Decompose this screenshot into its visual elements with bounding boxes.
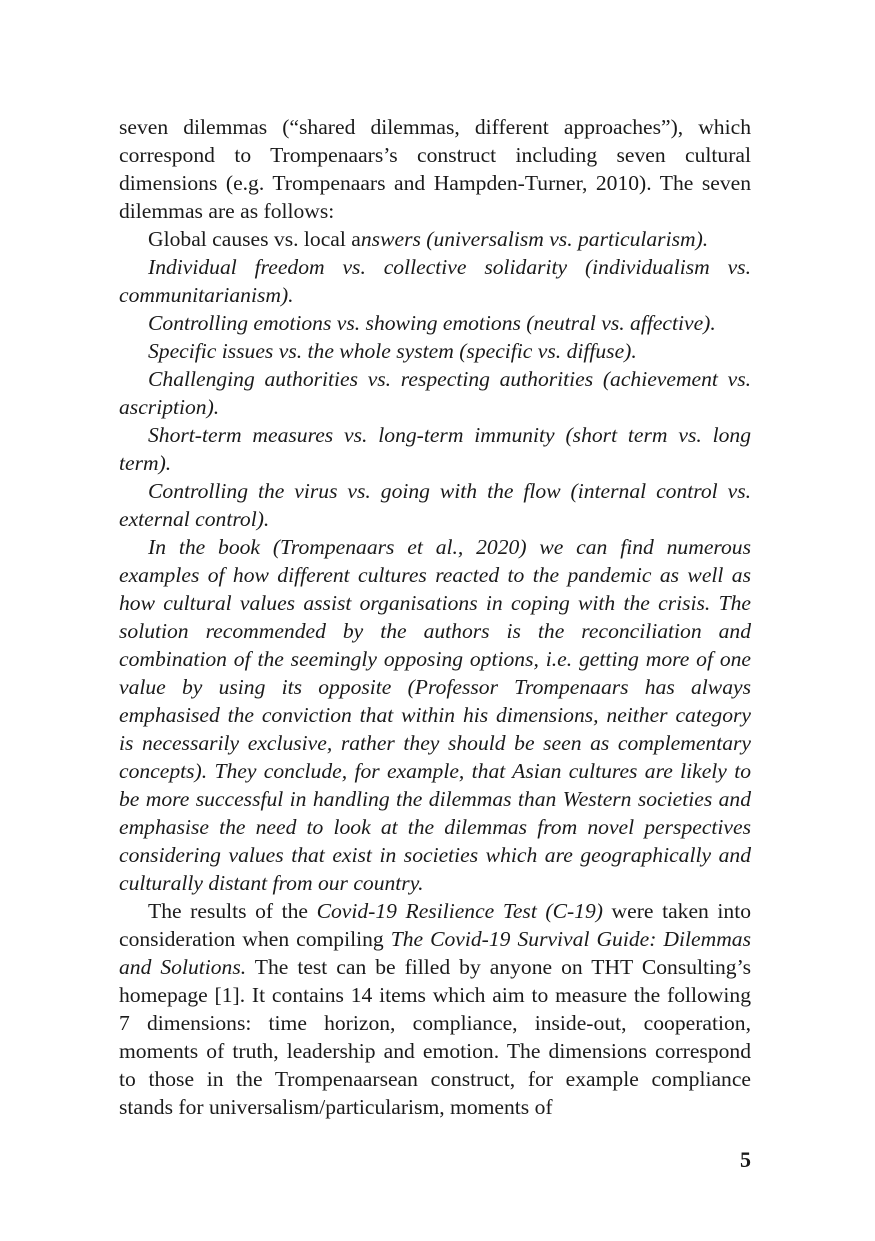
dilemma-1-italic: nswers (universalism vs. particularism). [360,227,709,251]
dilemma-1-upright: Global causes vs. local a [148,227,361,251]
test-name: Covid-19 Resilience Test (C-19) [316,899,603,923]
dilemma-6: Short-term measures vs. long-term immunity (short term vs. long term). [119,423,751,475]
page-number: 5 [740,1147,751,1172]
results-text-3: The test can be filled by anyone on THT Consulting’s homepage [1]. It contains 14 items which aim to measure the following 7 dimensions: time horizon, compliance, inside-out, cooperation, moments of truth, leadership and emotion. The dimensions correspond to those in the Trompenaarsean construct, for example compliance stands for universalism/particularism, moments of [119,955,752,1119]
dilemma-7: Controlling the virus vs. going with the flow (internal control vs. external control). [119,479,751,531]
paragraph-results [119,897,751,1121]
paragraph-intro: seven dilemmas (“shared dilemmas, different approaches”), which correspond to Trompenaars’s construct including seven cultural dimensions (e.g. Trompenaars and Hampden-Turner, 2010). The seven dilemmas are as follows: [119,115,751,223]
results-text-1: The results of the [148,899,317,923]
dilemma-4: Specific issues vs. the whole system (specific vs. diffuse). [148,339,637,363]
dilemma-1 [119,225,751,253]
results-text-2: were taken into consideration when compiling [119,899,751,951]
dilemma-3: Controlling emotions vs. showing emotions (neutral vs. affective). [148,311,716,335]
body-text [119,113,751,1121]
guide-name: The Covid-19 Survival Guide: Dilemmas and Solutions. [119,927,751,979]
paragraph-book: In the book (Trompenaars et al., 2020) we can find numerous examples of how different cultures reacted to the pandemic as well as how cultural values assist organisations in coping with the crisis. The solution recommended by the authors is the reconciliation and combination of the seemingly opposing options, i.e. getting more of one value by using its opposite (Professor Trompenaars has always emphasised the conviction that within his dimensions, neither category is necessarily exclusive, rather they should be seen as complementary concepts). They conclude, for example, that Asian cultures are likely to be more successful in handling the dilemmas than Western societies and emphasise the need to look at the dilemmas from novel perspectives considering values that exist in societies which are geographically and culturally distant from our country. [119,535,751,895]
dilemma-5: Challenging authorities vs. respecting authorities (achievement vs. ascription). [119,367,751,419]
dilemma-2: Individual freedom vs. collective solidarity (individualism vs. communitarianism). [119,255,751,307]
